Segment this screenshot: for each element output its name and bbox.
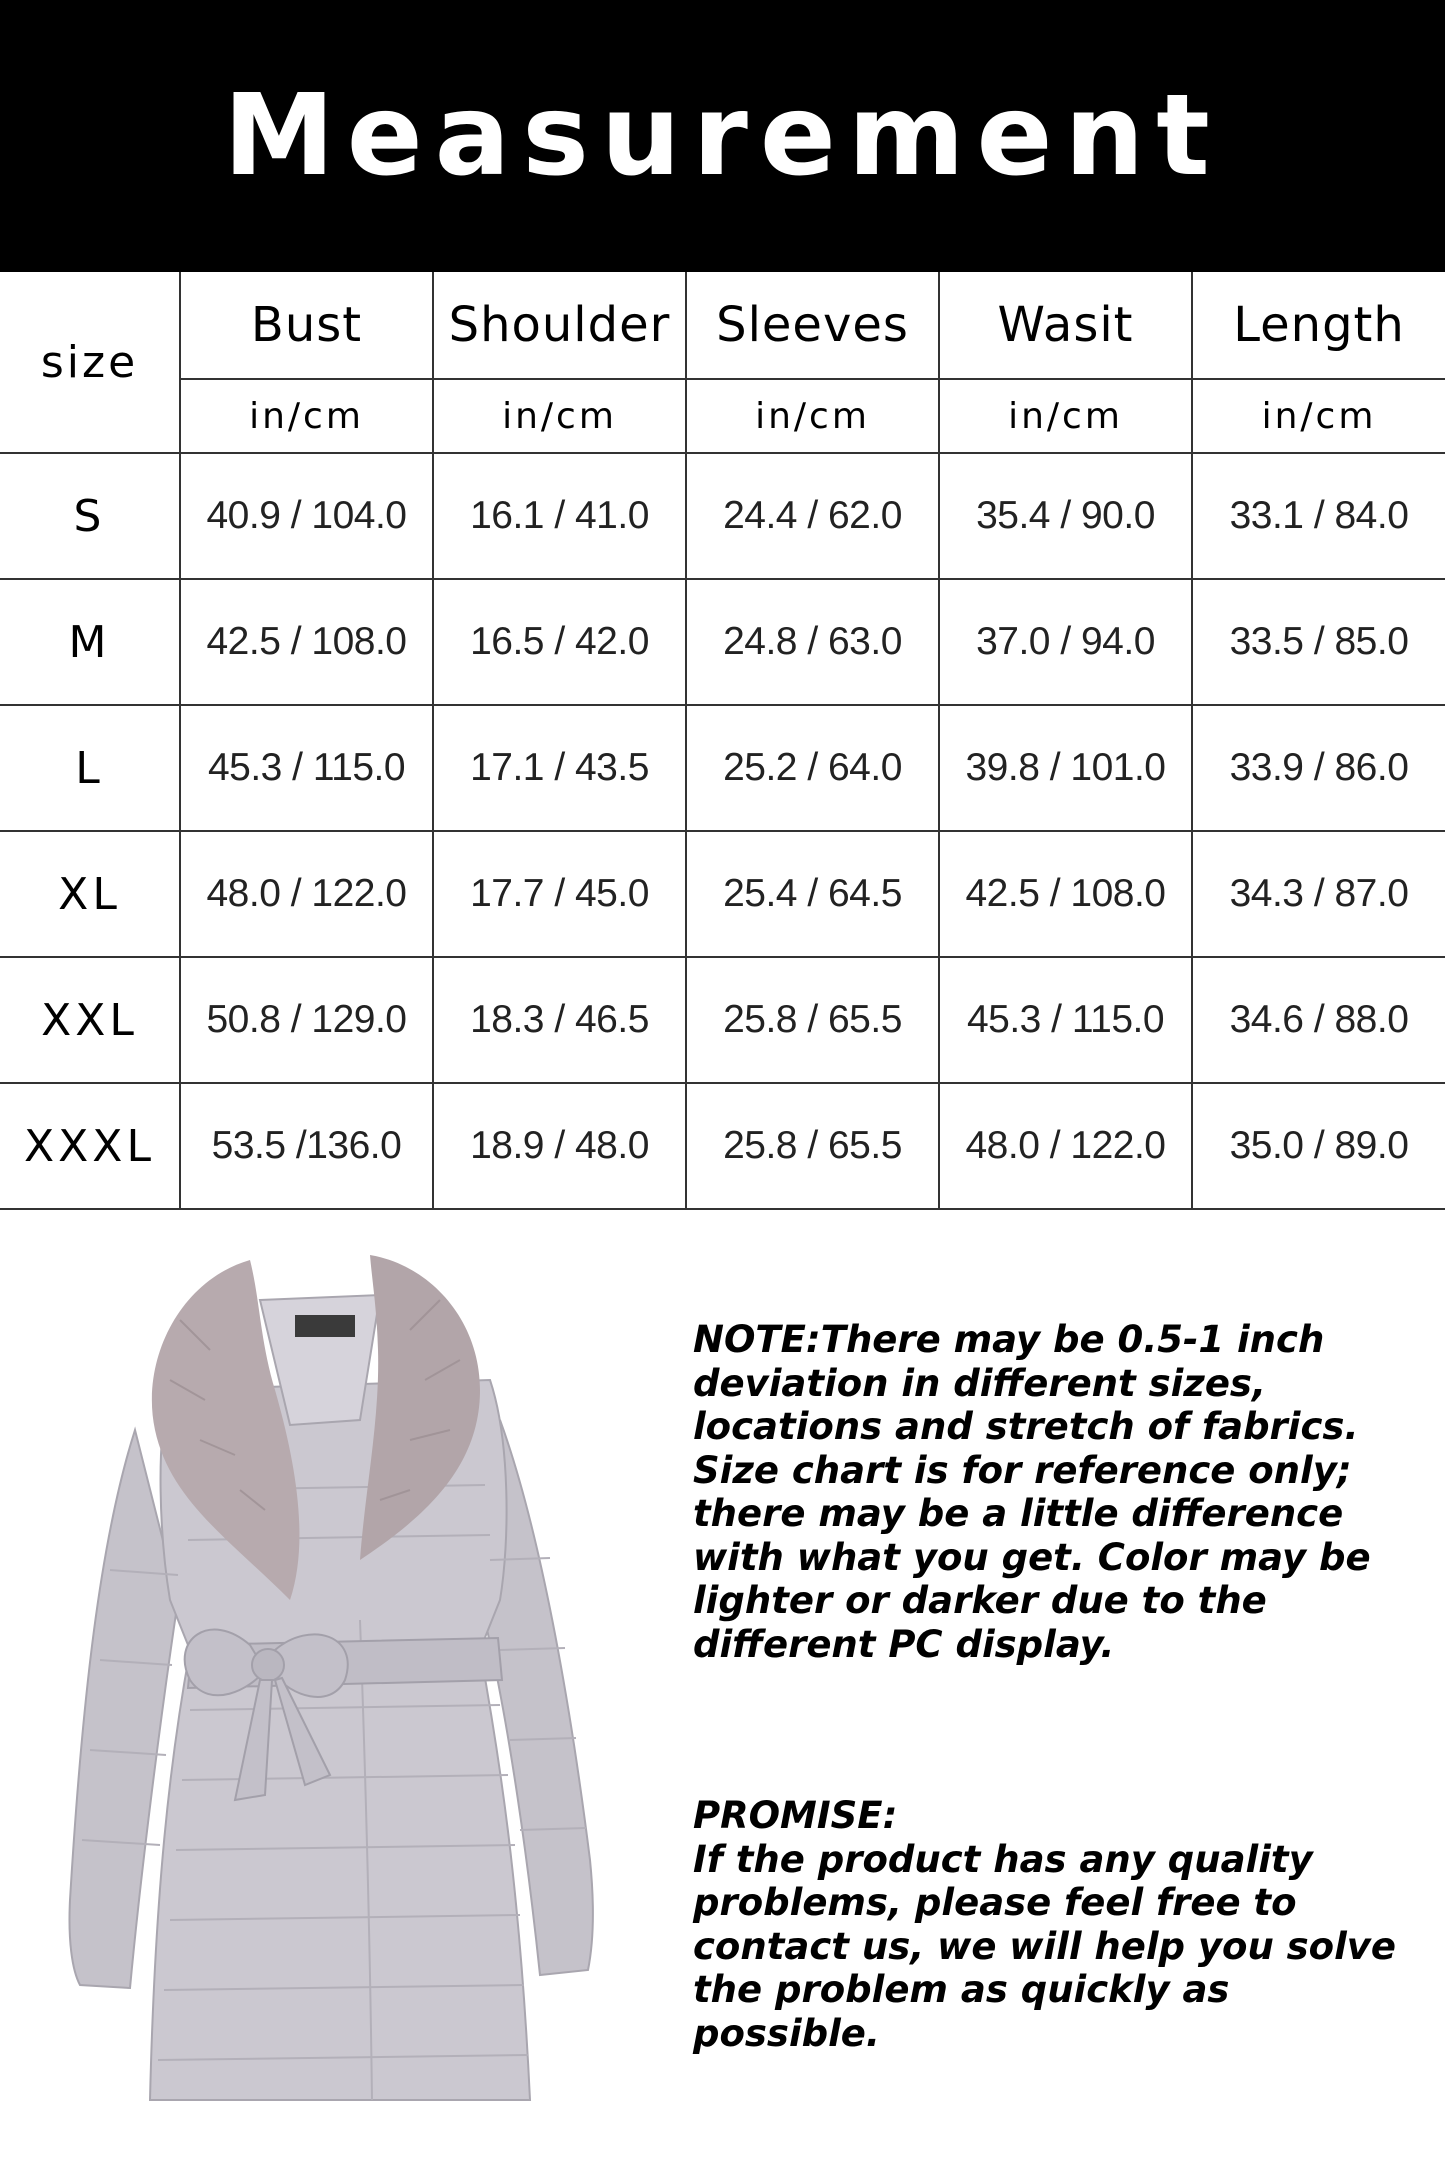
page-title: Measurement <box>223 71 1222 201</box>
note-text: NOTE:There may be 0.5-1 inch deviation in different sizes, locations and stretch of fabrics. Size chart is for reference only; there may be a little difference with what you get. Color may be lighter or darker due to the different PC display. <box>693 1318 1371 1666</box>
size-cell: L <box>0 705 180 831</box>
measure-cell: 37.0 / 94.0 <box>939 579 1192 705</box>
measure-cell: 42.5 / 108.0 <box>180 579 433 705</box>
measure-cell: 16.1 / 41.0 <box>433 453 686 579</box>
size-chart-table <box>0 272 1445 1210</box>
col-header-waist: Wasit <box>939 272 1192 379</box>
unit-label: in/cm <box>433 379 686 453</box>
measure-cell: 39.8 / 101.0 <box>939 705 1192 831</box>
col-header-shoulder: Shoulder <box>433 272 686 379</box>
measure-cell: 34.3 / 87.0 <box>1192 831 1445 957</box>
size-cell: S <box>0 453 180 579</box>
measure-cell: 18.3 / 46.5 <box>433 957 686 1083</box>
col-header-bust: Bust <box>180 272 433 379</box>
measure-cell: 45.3 / 115.0 <box>939 957 1192 1083</box>
measure-cell: 25.2 / 64.0 <box>686 705 939 831</box>
title-banner <box>0 0 1445 272</box>
measure-cell: 48.0 / 122.0 <box>180 831 433 957</box>
measure-cell: 25.8 / 65.5 <box>686 957 939 1083</box>
size-header: size <box>0 272 180 453</box>
measure-cell: 48.0 / 122.0 <box>939 1083 1192 1209</box>
promise-section <box>693 1794 1413 2055</box>
col-header-sleeves: Sleeves <box>686 272 939 379</box>
measure-cell: 45.3 / 115.0 <box>180 705 433 831</box>
table-row <box>0 1083 1445 1209</box>
table-row <box>0 579 1445 705</box>
size-cell: XL <box>0 831 180 957</box>
measure-cell: 35.4 / 90.0 <box>939 453 1192 579</box>
measure-cell: 50.8 / 129.0 <box>180 957 433 1083</box>
measure-cell: 42.5 / 108.0 <box>939 831 1192 957</box>
unit-label: in/cm <box>686 379 939 453</box>
measure-cell: 35.0 / 89.0 <box>1192 1083 1445 1209</box>
table-row <box>0 957 1445 1083</box>
unit-row <box>0 379 1445 453</box>
measure-cell: 33.1 / 84.0 <box>1192 453 1445 579</box>
coat-image <box>60 1240 620 2135</box>
size-cell: XXXL <box>0 1083 180 1209</box>
measure-cell: 33.9 / 86.0 <box>1192 705 1445 831</box>
measure-cell: 17.1 / 43.5 <box>433 705 686 831</box>
measure-cell: 53.5 /136.0 <box>180 1083 433 1209</box>
promise-heading: PROMISE: <box>693 1794 898 1837</box>
measure-cell: 18.9 / 48.0 <box>433 1083 686 1209</box>
measure-cell: 33.5 / 85.0 <box>1192 579 1445 705</box>
header-row <box>0 272 1445 379</box>
measure-cell: 40.9 / 104.0 <box>180 453 433 579</box>
measure-cell: 17.7 / 45.0 <box>433 831 686 957</box>
table-row <box>0 705 1445 831</box>
promise-text: If the product has any quality problems, please feel free to contact us, we will help you solve the problem as quickly as possible. <box>693 1837 1396 2055</box>
unit-label: in/cm <box>939 379 1192 453</box>
col-header-length: Length <box>1192 272 1445 379</box>
measure-cell: 25.4 / 64.5 <box>686 831 939 957</box>
table-row <box>0 831 1445 957</box>
measure-cell: 16.5 / 42.0 <box>433 579 686 705</box>
measure-cell: 25.8 / 65.5 <box>686 1083 939 1209</box>
unit-label: in/cm <box>180 379 433 453</box>
size-cell: M <box>0 579 180 705</box>
measure-cell: 34.6 / 88.0 <box>1192 957 1445 1083</box>
table-row <box>0 453 1445 579</box>
measure-cell: 24.8 / 63.0 <box>686 579 939 705</box>
unit-label: in/cm <box>1192 379 1445 453</box>
size-cell: XXL <box>0 957 180 1083</box>
measure-cell: 24.4 / 62.0 <box>686 453 939 579</box>
